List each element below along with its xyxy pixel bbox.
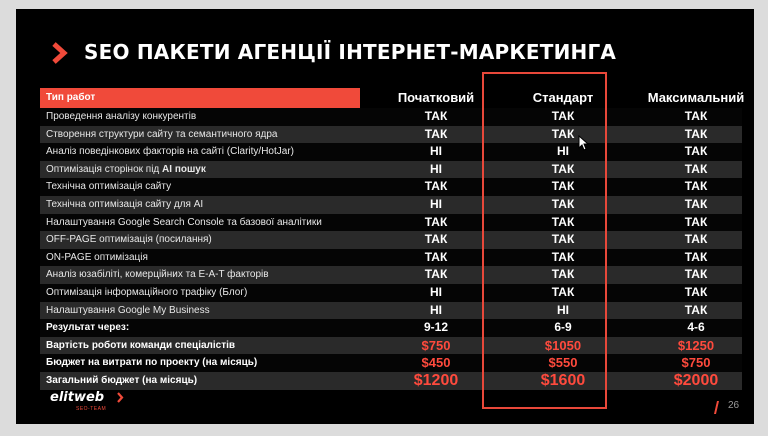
row-label-text: Оптимізація сторінок під	[46, 163, 163, 175]
plan-header-basic: Початковий	[397, 90, 475, 105]
row-label: ON-PAGE оптимізація	[46, 251, 148, 263]
logo-chevron-icon	[116, 392, 124, 403]
plan-value-cell: ТАК	[551, 267, 575, 282]
summary-value-cell: 4-6	[687, 320, 705, 335]
row-label	[46, 161, 206, 179]
row-label: OFF-PAGE оптимізація (посилання)	[46, 234, 212, 246]
row-label: Налаштування Google My Business	[46, 304, 210, 316]
plan-value-cell: ТАК	[424, 126, 448, 141]
row-label: Технічна оптимізація сайту для AI	[46, 198, 204, 210]
row-label: Технічна оптимізація сайту	[46, 181, 172, 193]
plan-value-cell: ТАК	[551, 232, 575, 247]
plan-value-cell: ТАК	[551, 161, 575, 176]
plan-value-cell: ТАК	[551, 284, 575, 299]
plan-value-cell: ТАК	[551, 196, 575, 211]
summary-label: Бюджет на витрати по проекту (на місяць)	[46, 357, 258, 369]
summary-value-cell: $2000	[673, 371, 719, 389]
plan-value-cell: ТАК	[424, 214, 448, 229]
summary-value-cell: 6-9	[554, 320, 572, 335]
plan-value-cell: НІ	[430, 196, 442, 211]
summary-value-cell: $1200	[413, 371, 459, 389]
chevron-right-icon	[50, 41, 70, 65]
summary-label: Результат через:	[46, 322, 130, 334]
plan-value-cell: ТАК	[424, 109, 448, 123]
pricing-table	[40, 88, 745, 390]
table-body	[40, 108, 742, 390]
table-row	[40, 196, 742, 214]
summary-value-cell: $1250	[677, 337, 715, 353]
row-label: Аналіз юзабіліті, комерційних та E-A-T факторів	[46, 269, 269, 281]
summary-value-cell: $1600	[540, 371, 586, 389]
plan-header-maximum: Максимальний	[647, 90, 745, 105]
slash-accent-icon	[714, 401, 719, 414]
summary-row	[40, 319, 742, 337]
plan-value-cell: ТАК	[551, 179, 575, 194]
table-row	[40, 143, 742, 161]
mouse-cursor-icon	[578, 135, 590, 151]
plan-value-cell: ТАК	[551, 214, 575, 229]
summary-value-cell: $750	[421, 337, 451, 353]
summary-label: Загальний бюджет (на місяць)	[46, 374, 198, 386]
page-number: 26	[728, 400, 740, 411]
table-row	[40, 302, 742, 320]
plan-value-cell: ТАК	[684, 267, 708, 282]
plan-value-cell: НІ	[557, 302, 569, 317]
elitweb-logo: elitweb	[50, 390, 105, 405]
logo-tagline: SEO-TEAM	[76, 406, 107, 412]
plan-value-cell: ТАК	[684, 144, 708, 159]
plan-value-cell: ТАК	[684, 249, 708, 264]
plan-value-cell: НІ	[557, 144, 569, 159]
summary-value-cell: $1050	[544, 337, 582, 353]
plan-value-cell: ТАК	[424, 179, 448, 194]
row-label-bold: AI пошук	[162, 163, 206, 175]
plan-value-cell: НІ	[430, 144, 442, 159]
table-row	[40, 178, 742, 196]
plan-value-cell: ТАК	[684, 214, 708, 229]
summary-value-cell: $450	[421, 355, 451, 371]
table-row	[40, 161, 742, 179]
plan-value-cell: НІ	[430, 284, 442, 299]
plan-value-cell: ТАК	[684, 232, 708, 247]
plan-value-cell: ТАК	[684, 196, 708, 211]
summary-value-cell: $550	[548, 355, 578, 371]
plan-value-cell: ТАК	[684, 179, 708, 194]
plan-value-cell: НІ	[430, 302, 442, 317]
plan-value-cell: НІ	[430, 161, 442, 176]
plan-value-cell: ТАК	[684, 161, 708, 176]
row-label: Налаштування Google Search Console та базової аналітики	[46, 216, 322, 228]
table-header	[40, 88, 745, 108]
summary-row	[40, 372, 742, 390]
plan-value-cell: ТАК	[684, 284, 708, 299]
plan-value-cell: ТАК	[684, 109, 708, 123]
summary-label: Вартість роботи команди спеціалістів	[46, 339, 236, 351]
table-row	[40, 266, 742, 284]
row-label: Створення структури сайту та семантичного ядра	[46, 128, 278, 140]
table-row	[40, 231, 742, 249]
summary-row	[40, 337, 742, 355]
work-type-header: Тип работ	[40, 88, 360, 108]
summary-value-cell: $750	[681, 355, 711, 371]
plan-value-cell: ТАК	[684, 302, 708, 317]
plan-value-cell: ТАК	[424, 267, 448, 282]
slide-title: SEO ПАКЕТИ АГЕНЦІЇ ІНТЕРНЕТ-МАРКЕТИНГА	[84, 40, 617, 64]
summary-row	[40, 354, 742, 372]
plan-value-cell: ТАК	[551, 249, 575, 264]
plan-value-cell: ТАК	[684, 126, 708, 141]
plan-header-standard: Стандарт	[532, 90, 594, 105]
presentation-slide	[16, 9, 754, 424]
row-label: Аналіз поведінкових факторів на сайті (Clarity/HotJar)	[46, 146, 294, 158]
plan-value-cell: ТАК	[551, 109, 575, 123]
plan-value-cell: ТАК	[424, 232, 448, 247]
row-label: Проведення аналізу конкурентів	[46, 111, 197, 122]
table-row	[40, 108, 742, 126]
plan-value-cell: ТАК	[551, 126, 575, 141]
table-row	[40, 214, 742, 232]
plan-value-cell: ТАК	[424, 249, 448, 264]
summary-value-cell: 9-12	[423, 320, 449, 335]
table-row	[40, 126, 742, 144]
row-label: Оптимізація інформаційного трафіку (Блог)	[46, 286, 248, 298]
table-row	[40, 249, 742, 267]
table-row	[40, 284, 742, 302]
